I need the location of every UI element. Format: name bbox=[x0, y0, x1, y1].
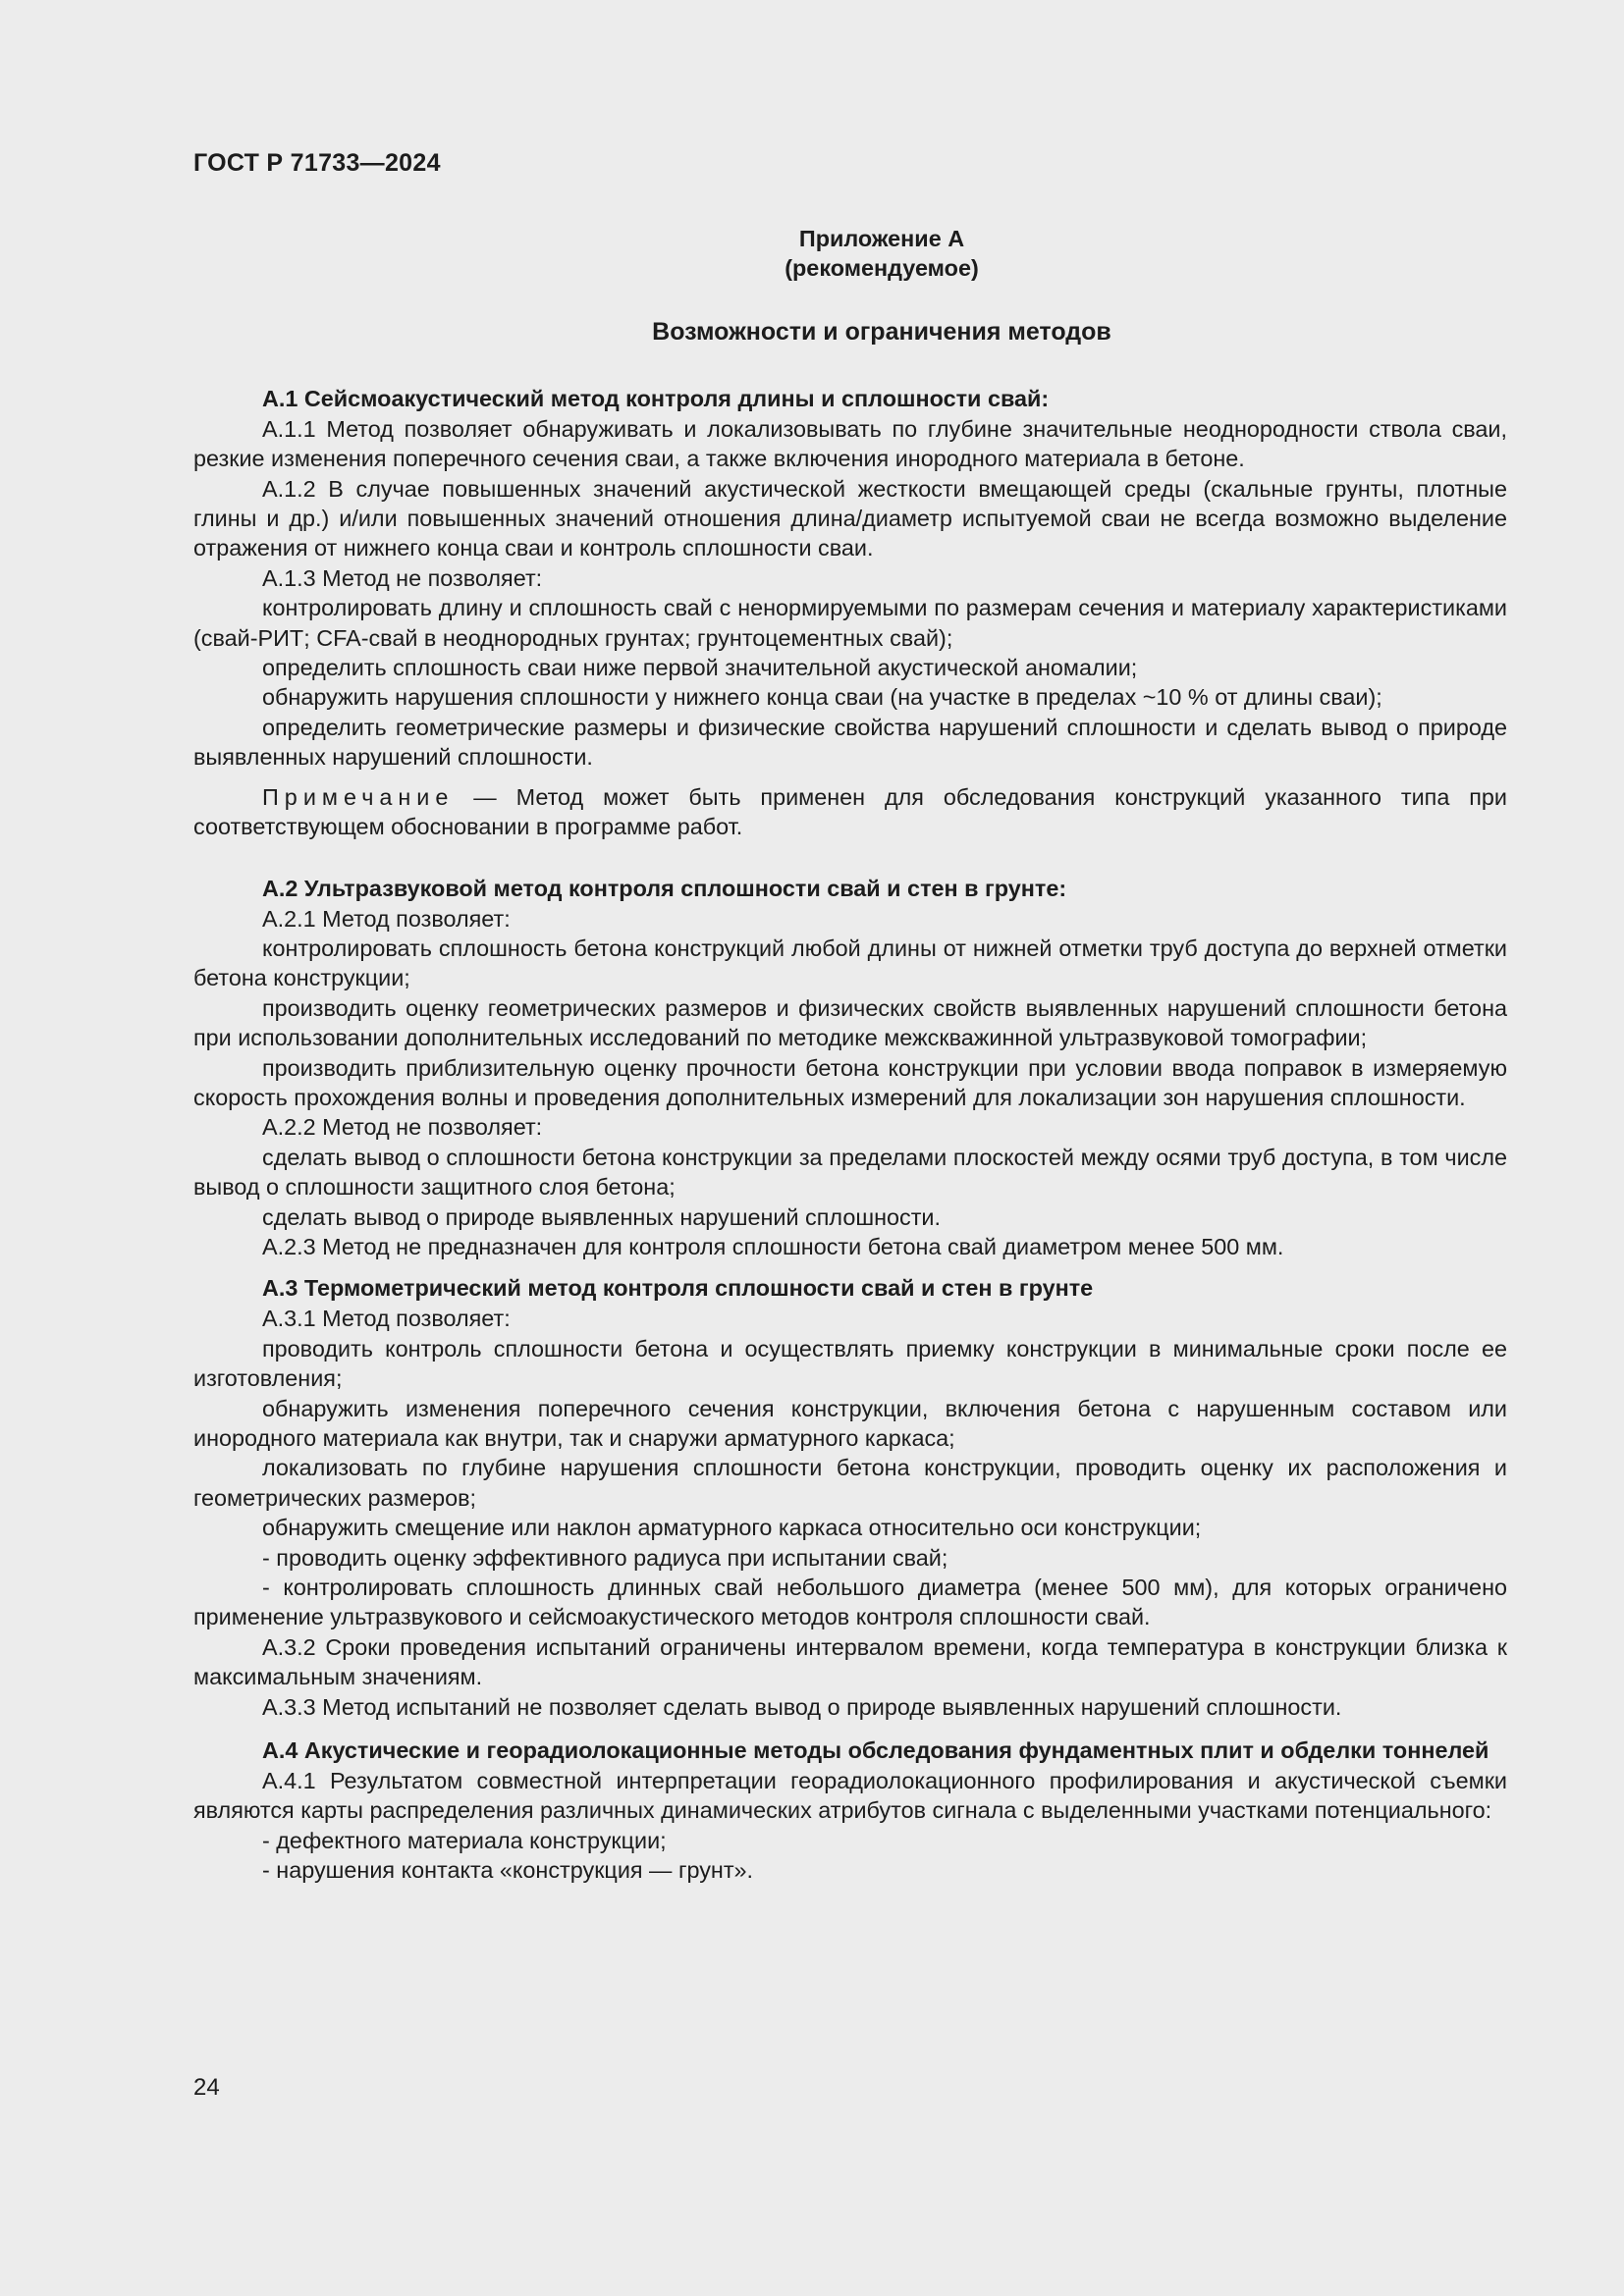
note-text: — Метод может быть применен для обследования конструкций указанного типа при соответствующем обосновании в программе работ. bbox=[193, 783, 1507, 840]
list-item: контролировать сплошность бетона конструкций любой длины от нижней отметки труб доступа до верхней отметки бетона конструкции; bbox=[193, 934, 1507, 991]
list-item: - проводить оценку эффективного радиуса при испытании свай; bbox=[262, 1544, 948, 1571]
section-a2-heading: А.2 Ультразвуковой метод контроля сплошности свай и стен в грунте: bbox=[262, 875, 1067, 901]
list-item: - нарушения контакта «конструкция — грунт». bbox=[262, 1857, 754, 1884]
paragraph: А.4.1 Результатом совместной интерпретации георадиолокационного профилирования и акустической съемки являются карты распределения различных динамических атрибутов сигнала с выделенными участками потенциального: bbox=[193, 1768, 1507, 1824]
paragraph: А.3.2 Сроки проведения испытаний ограничены интервалом времени, когда температура в конструкции близка к максимальным значениям. bbox=[193, 1633, 1507, 1690]
list-item: обнаружить изменения поперечного сечения конструкции, включения бетона с нарушенным составом или инородного материала как внутри, так и снаружи арматурного каркаса; bbox=[193, 1395, 1507, 1451]
list-item: локализовать по глубине нарушения сплошности бетона конструкции, проводить оценку их расположения и геометрических размеров; bbox=[193, 1455, 1507, 1511]
annex-status: (рекомендуемое) bbox=[785, 255, 979, 282]
list-item: определить геометрические размеры и физические свойства нарушений сплошности и сделать вывод о природе выявленных нарушений сплошности. bbox=[193, 714, 1507, 771]
section-a4-heading: А.4 Акустические и георадиолокационные методы обследования фундаментных плит и обделки тоннелей bbox=[262, 1737, 1489, 1764]
paragraph: А.1.2 В случае повышенных значений акустической жесткости вмещающей среды (скальные грунты, плотные глины и др.) и/или повышенных значений отношения длина/диаметр испытуемой сваи не всегда возможно выделение отражения от нижнего конца сваи и контроль сплошности сваи. bbox=[193, 475, 1507, 561]
list-item: контролировать длину и сплошность свай с ненормируемыми по размерам сечения и материалу характеристиками (свай-РИТ; CFA-свай в неоднородных грунтах; грунтоцементных свай); bbox=[193, 595, 1507, 651]
paragraph: А.2.2 Метод не позволяет: bbox=[262, 1114, 543, 1141]
list-item: - контролировать сплошность длинных свай небольшого диаметра (менее 500 мм), для которых ограничено применение ультразвукового и сейсмоакустического методов контроля сплошности свай. bbox=[193, 1575, 1507, 1630]
paragraph: А.2.3 Метод не предназначен для контроля сплошности бетона свай диаметром менее 500 мм. bbox=[262, 1233, 1284, 1259]
list-item: производить оценку геометрических размеров и физических свойств выявленных нарушений сплошности бетона при использовании дополнительных исследований по методике межскважинной ультразвуковой томографии; bbox=[193, 994, 1507, 1051]
note-label: Примечание bbox=[262, 783, 455, 810]
note bbox=[193, 782, 1507, 842]
list-item: обнаружить смещение или наклон арматурного каркаса относительно оси конструкции; bbox=[262, 1515, 1202, 1541]
annex-title: Возможности и ограничения методов bbox=[652, 317, 1111, 346]
paragraph: А.3.1 Метод позволяет: bbox=[262, 1306, 511, 1332]
page-number: 24 bbox=[193, 2074, 220, 2101]
section-a1-heading: А.1 Сейсмоакустический метод контроля длины и сплошности свай: bbox=[262, 385, 1050, 411]
list-item: проводить контроль сплошности бетона и осуществлять приемку конструкции в минимальные сроки после ее изготовления; bbox=[193, 1335, 1507, 1392]
list-item: сделать вывод о сплошности бетона конструкции за пределами плоскостей между осями труб доступа, в том числе вывод о сплошности защитного слоя бетона; bbox=[193, 1144, 1507, 1201]
paragraph: А.1.3 Метод не позволяет: bbox=[262, 564, 543, 591]
list-item: определить сплошность сваи ниже первой значительной акустической аномалии; bbox=[262, 655, 1138, 681]
section-a3-heading: А.3 Термометрический метод контроля сплошности свай и стен в грунте bbox=[262, 1275, 1094, 1302]
paragraph: А.3.3 Метод испытаний не позволяет сделать вывод о природе выявленных нарушений сплошности. bbox=[262, 1693, 1342, 1720]
annex-label: Приложение А bbox=[798, 226, 965, 251]
page-body bbox=[193, 224, 1507, 1886]
document-code: ГОСТ Р 71733—2024 bbox=[193, 149, 441, 177]
paragraph: А.2.1 Метод позволяет: bbox=[262, 905, 511, 932]
list-item: - дефектного материала конструкции; bbox=[262, 1827, 667, 1853]
list-item: обнаружить нарушения сплошности у нижнего конца сваи (на участке в пределах ~10 % от длины сваи); bbox=[262, 684, 1382, 711]
list-item: производить приблизительную оценку прочности бетона конструкции при условии ввода поправок в измеряемую скорость прохождения волны и проведения дополнительных измерений для локализации зон нарушения сплошности. bbox=[193, 1054, 1507, 1110]
list-item: сделать вывод о природе выявленных нарушений сплошности. bbox=[262, 1203, 941, 1230]
paragraph: А.1.1 Метод позволяет обнаруживать и локализовывать по глубине значительные неоднородности ствола сваи, резкие изменения поперечного сечения сваи, а также включения инородного материала в бетоне. bbox=[193, 415, 1507, 472]
